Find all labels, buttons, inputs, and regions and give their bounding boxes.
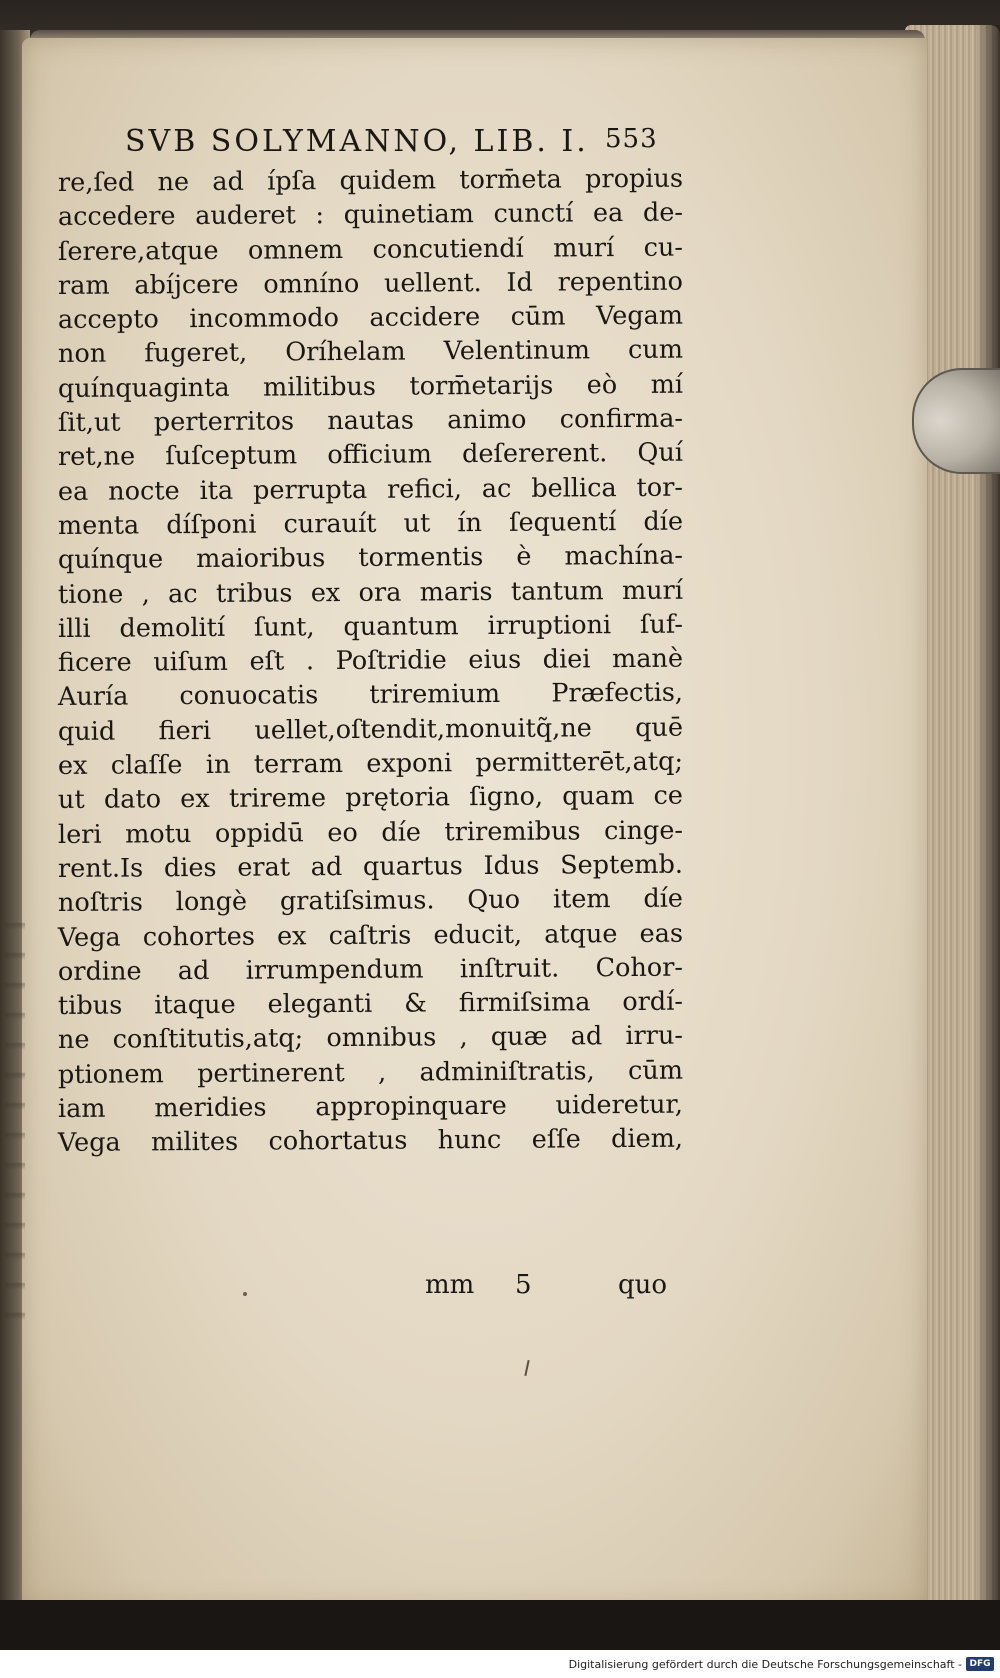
credit-strip: [0, 1650, 1000, 1678]
text-line: ea nocte ita perrupta refici, ac bellica tor-: [57, 472, 684, 507]
page-stack-shadow: [975, 25, 1000, 1615]
bookmark-clip: [912, 368, 1000, 474]
text-line: ordine ad irrumpendum inſtruit. Cohor-: [57, 952, 684, 987]
text-line: accedere auderet : quinetiam cunctí ea de-: [57, 197, 684, 233]
catchword: quo: [618, 1270, 668, 1300]
running-head: [125, 124, 685, 159]
text-line: ex claſſe in terram exponi permitterēt,atq;: [57, 746, 684, 782]
signature-number: 5: [515, 1270, 532, 1300]
body-text: [57, 163, 688, 1161]
text-line: ut dato ex trireme prętoria ſigno, quam ce: [57, 780, 684, 816]
text-line: non fugeret, Oríhelam Velentinum cum: [57, 335, 684, 370]
text-line: Vega cohortes ex caſtris educit, atque eas: [57, 918, 684, 953]
credit-text: Digitalisierung gefördert durch die Deutsche Forschungsgemeinschaft -: [568, 1658, 962, 1671]
text-line: ſerere,atque omnem concutiendí murí cu-: [57, 232, 684, 267]
text-line: tione , ac tribus ex ora maris tantum murí: [57, 575, 684, 610]
page-number: 553: [605, 124, 658, 154]
text-line: illi demolití ſunt, quantum irruptioni ſuf-: [57, 609, 684, 644]
text-line: ne conſtitutis,atq; omnibus , quæ ad irru-: [57, 1021, 684, 1056]
text-line: menta díſponi curauít ut ín ſequentí díe: [57, 506, 684, 541]
text-line: Auría conuocatis triremium Præfectis,: [57, 678, 684, 713]
text-line: iam meridies appropinquare uideretur,: [57, 1089, 684, 1125]
text-line: ficere uiſum eſt . Poſtridie eius diei manè: [57, 643, 684, 679]
text-line: noſtris longè gratiſsimus. Quo item díe: [57, 883, 684, 919]
dfg-logo: DFG: [966, 1657, 994, 1671]
text-line: rent.Is dies erat ad quartus Idus Septemb.: [57, 849, 684, 884]
text-line: quid fieri uellet,oſtendit,monuitq̃,ne quē: [57, 712, 684, 747]
text-line: accepto incommodo accidere cūm Vegam: [57, 300, 684, 336]
text-line: ſit,ut perterritos nautas animo confirma-: [57, 403, 684, 439]
text-line: ptionem pertinerent , adminiſtratis, cūm: [57, 1055, 684, 1090]
signature-mark: mm: [425, 1270, 475, 1300]
text-line: quínque maioribus tormentis è machína-: [57, 540, 684, 576]
running-head-title: SVB SOLYMANNO, LIB. I.: [125, 124, 589, 159]
background-bottom: [0, 1600, 1000, 1650]
left-margin-fragments: [5, 900, 25, 1320]
text-line: ram abíjcere omníno uellent. Id repentino: [57, 266, 684, 301]
text-line: leri motu oppidū eo díe triremibus cinge-: [57, 815, 684, 850]
text-line: tibus itaque eleganti & firmiſsima ordí-: [57, 986, 684, 1022]
text-line: re,ſed ne ad ípſa quidem torm̄eta propius: [57, 163, 684, 198]
ink-dot: [243, 1292, 247, 1296]
text-line: ret,ne ſuſceptum officium deſererent. Quí: [57, 438, 684, 473]
text-line: Vega milites cohortatus hunc eſſe diem,: [57, 1123, 684, 1159]
text-line: quínquaginta militibus torm̄etarijs eò mí: [57, 369, 684, 404]
